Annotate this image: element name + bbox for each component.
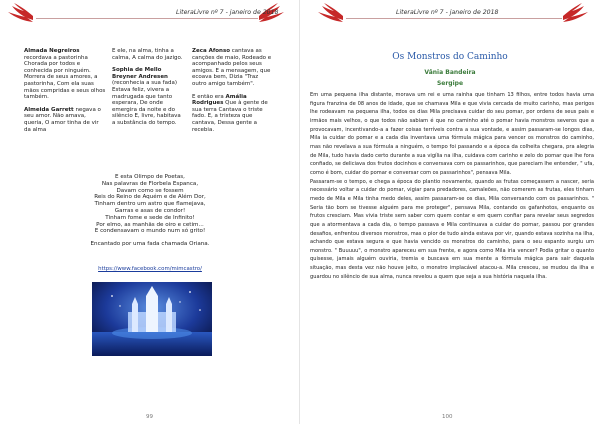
poet-name: Almeida Garrett [24,106,74,113]
stanza [192,48,272,88]
stanza-text: recordava a pastorinha Chorada por todos e conhecida por ninguém. Morrera de seus amores, a pastorinha, Com ela suas mãos compridas e seus olhos também. [24,54,106,101]
verse-line: Garras e asas de condor! [114,207,186,214]
verse-line: E esta Olimpo de Poetas, [115,174,185,180]
red-wings-icon [4,2,34,24]
poem-column-2 [112,48,184,133]
poet-name: Zeca Afonso [192,48,231,54]
poet-name: Sophia de Mello Breyner Andresen [112,67,168,80]
closing-verse [28,174,272,235]
poem-column-3 [192,48,272,139]
facebook-link[interactable]: https://www.facebook.com/mimcastro/ [98,266,202,272]
poet-name: Amália Rodrigues [192,93,247,107]
red-wings-icon [314,2,344,24]
poet-name: Almada Negreiros [24,48,80,54]
verse-line: Reis do Reino de Aquém e de Além Dor, [94,194,206,201]
header-title: LiteraLivre nº 7 - janeiro de 2018 [176,9,279,16]
verse-line: Davam como se fossem [116,187,184,194]
header-rule [36,18,258,19]
fantasy-castle-image [92,282,212,356]
story-place: Sergipe [436,80,464,87]
page-number: 99 [146,414,153,420]
verse-line: Por elmo, as manhãs de oiro e cetim... [96,221,204,228]
story-title: Os Monstros do Caminho [392,52,508,62]
right-page [300,0,600,424]
stanza [112,67,184,126]
stanza-text: (reconhecia a sua fada) Estava feliz, vivera a madrugada que tanto esperara, De onde emergira da noite e do silêncio E, livre, habitava a substância do tempo. [112,80,181,126]
page-number: 100 [442,414,453,420]
story-body [310,91,594,281]
stanza-prefix: E então era [192,93,226,100]
stanza-text: E ele, na alma, tinha a calma, A calma do jazigo. [112,48,183,61]
verse-line: Tinham dentro um astro que flamejava, [94,201,206,208]
story-paragraph: Em uma pequena ilha distante, morava um rei e uma rainha que tinham 13 filhos, entre todos havia uma figura franzina de 08 anos de idade, que se chamava Mila e que vivia cercada de muito carinho, mas perigos lhe rodeavam na pequena ilha, todos os dias Mila precisava cuidar do seu pomar, por ordens de seus pais e irmãos mais velhos, o que todos não sabiam é que no caminho até o pomar havia monstros severos que a provocavam, incentivando-a a fazer coisas terríveis contra a sua vontade, e assim passaram-se longos dias, Mila ia cuidar do pomar e a cada dia inventava uma fórmula mágica para vencer os monstros do caminho, mas não revelava a sua fórmula a ninguém, o tempo foi passando e a época da colheita chegara, pra alegria de Mila, tudo havia dado certo durante a sua vigília na ilha, cuidava com carinho e zelo do pomar que lhe fora confiado, se deliciava dos frutos docinhos e conversava com os passarinhos, que pareciam lhe entender, " ufa, como é bom, cuidar do pomar e conversar com os passarinhos", pensava Mila. [310,92,594,176]
stanza-text: cantava as canções de maio, Rodeado e acompanhado pelos seus amigos. E a mensagem, que ecoava bem, Dizia "Traz outro amigo também". [192,48,272,87]
verse-line: Nas palavras de Florbela Espanca, [101,180,199,187]
verse-line: Tinham fome e sede de Infinito! [105,214,195,221]
poem-column-1 [24,48,106,139]
stanza [24,107,106,133]
red-wings-icon [562,2,592,24]
stanza-text: Que à gente de sua terra Cantava o triste fado. E, a tristeza que cantava, Dessa gente a recebia. [192,100,268,133]
stanza [24,48,106,101]
stanza-text: negava o seu amor. Não amava, queria, O amor tinha de vir da alma [24,106,101,133]
story-paragraph: Passaram-se o tempo, e chega a época do plantio novamente, quando as frutas começassem a nascer, seria necessário voltar a cuidar do pomar, vigiar para predadores, camaleões, não comerem as frutas, eles tinham medo de Mila e Mila tinha medo deles, assim passaram-se os dias, Mila conversando com os passarinhos. " Seria tão bom se tivesse alguém para me proteger", pensava Mila, contando os gafanhotos, enquanto os frutos cresciam. Mas vivia triste sem saber com quem contar e em quem confiar para revelar seus segredos que a atormentava a cada dia, o tempo passava e Mila continuava a cuidar do pomar, passou por grandes desafios, enfrentou diversos monstros, mas o pior de tudo ainda estava por vir, quando estava sozinha na ilha, achando que estava segura e que havia vencido os monstros do caminho, para o seu espanto surgiu um monstro. " Buuuuu", o monstro apareceu em sua frente, e agora como Mila iria vencer? Podia gritar o quanto quisesse, jamais alguém ouviria, tremia e buscava em sua mente a fórmula mágica para sair daquela situação, mas desta vez não houve jeito, o monstro implacável atacou-a. Mila cresceu, se mudou da ilha e guardou no silêncio de sua alma, nunca revelou a quem que seja a sua história naquela ilha. [310,178,594,280]
verse-line: E condensavam o mundo num só grito! [94,228,206,235]
story-author: Vânia Bandeira [424,69,476,76]
stanza [192,94,272,134]
author-signature: Encantado por uma fada chamada Oriana. [90,241,210,247]
header-title: LiteraLivre nº 7 - janeiro de 2018 [396,9,499,16]
header-rule [346,18,562,19]
